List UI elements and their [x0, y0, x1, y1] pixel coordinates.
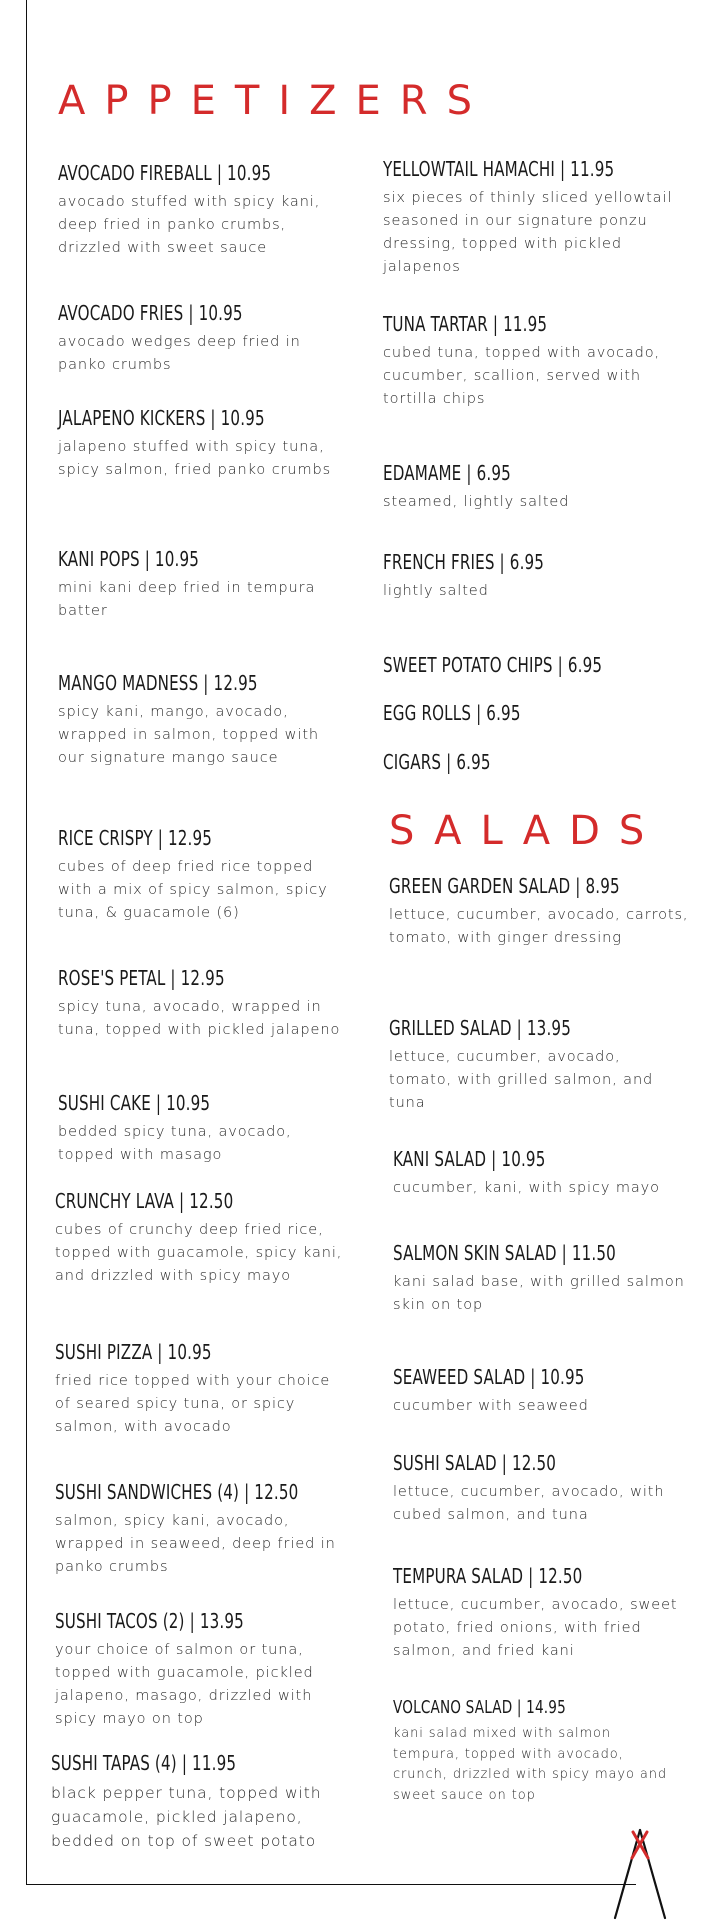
menu-item-description: your choice of salmon or tuna, topped with guacamole, pickled jalapeno, masago, drizzled with spicy mayo on top: [55, 1642, 314, 1727]
menu-item-name: KANI POPS | 10.95: [58, 547, 200, 571]
menu-item: [389, 874, 689, 950]
menu-item: [393, 1241, 693, 1317]
menu-item-description: lettuce, cucumber, avocado, carrots, tomato, with ginger dressing: [389, 907, 689, 946]
menu-item-name: FRENCH FRIES | 6.95: [383, 550, 545, 574]
menu-item-description: six pieces of thinly sliced yellowtail seasoned in our signature ponzu dressing, topped with pickled jalapenos: [383, 190, 673, 275]
menu-item-name: TUNA TARTAR | 11.95: [383, 312, 548, 336]
menu-frame-left-border: [26, 0, 27, 1885]
menu-item: [389, 1016, 689, 1115]
menu-item-description: bedded spicy tuna, avocado, topped with masago: [58, 1124, 292, 1163]
menu-item: [55, 1340, 345, 1439]
menu-item: [393, 1697, 673, 1806]
menu-item: [383, 701, 683, 725]
menu-item: [383, 550, 683, 603]
appetizers-heading: APPETIZERS: [58, 78, 491, 124]
menu-item-name: GREEN GARDEN SALAD | 8.95: [389, 874, 620, 898]
menu-item-name: SUSHI SANDWICHES (4) | 12.50: [55, 1480, 299, 1504]
menu-item-name: MANGO MADNESS | 12.95: [58, 671, 258, 695]
menu-item: [58, 406, 348, 482]
menu-item-description: steamed, lightly salted: [383, 494, 570, 510]
menu-item-description: avocado wedges deep fried in panko crumbs: [58, 334, 301, 373]
menu-item-description: cucumber with seaweed: [393, 1398, 589, 1414]
menu-item-name: SUSHI SALAD | 12.50: [393, 1451, 557, 1475]
menu-item: [58, 161, 348, 260]
menu-item-name: YELLOWTAIL HAMACHI | 11.95: [383, 157, 615, 181]
menu-item: [55, 1189, 345, 1288]
menu-item: [393, 1365, 693, 1418]
menu-item-description: lettuce, cucumber, avocado, sweet potato, fried onions, with fried salmon, and fried kani: [393, 1597, 678, 1659]
menu-item-description: lettuce, cucumber, avocado, with cubed salmon, and tuna: [393, 1484, 665, 1523]
menu-item: [393, 1147, 693, 1200]
menu-item: [393, 1564, 693, 1663]
menu-item: [383, 157, 695, 279]
menu-item-description: lightly salted: [383, 583, 489, 599]
menu-item-name: SUSHI CAKE | 10.95: [58, 1091, 211, 1115]
menu-item-description: kani salad mixed with salmon tempura, topped with avocado, crunch, drizzled with spicy mayo and sweet sauce on top: [393, 1726, 668, 1803]
menu-frame-bottom-border: [26, 1884, 636, 1885]
menu-item-name: AVOCADO FRIES | 10.95: [58, 301, 243, 325]
menu-item-description: jalapeno stuffed with spicy tuna, spicy salmon, fried panko crumbs: [58, 439, 332, 478]
menu-item-description: fried rice topped with your choice of seared spicy tuna, or spicy salmon, with avocado: [55, 1373, 331, 1435]
menu-item-description: avocado stuffed with spicy kani, deep fried in panko crumbs, drizzled with sweet sauce: [58, 194, 321, 256]
menu-item-description: cubes of deep fried rice topped with a mix of spicy salmon, spicy tuna, & guacamole (6): [58, 859, 328, 921]
menu-item-description: lettuce, cucumber, avocado, tomato, with grilled salmon, and tuna: [389, 1049, 654, 1111]
menu-item-description: black pepper tuna, topped with guacamole, pickled jalapeno, bedded on top of sweet potato: [51, 1784, 322, 1850]
menu-item-name: AVOCADO FIREBALL | 10.95: [58, 161, 272, 185]
menu-item-description: spicy tuna, avocado, wrapped in tuna, topped with pickled jalapeno: [58, 999, 341, 1038]
menu-item-description: cucumber, kani, with spicy mayo: [393, 1180, 660, 1196]
menu-item-name: CIGARS | 6.95: [383, 750, 491, 774]
menu-item-name: SUSHI TACOS (2) | 13.95: [55, 1609, 244, 1633]
menu-item-name: GRILLED SALAD | 13.95: [389, 1016, 571, 1040]
menu-item: [58, 826, 348, 925]
menu-item: [58, 671, 348, 770]
menu-item-name: ROSE'S PETAL | 12.95: [58, 966, 225, 990]
menu-item: [55, 1480, 345, 1579]
menu-item-name: KANI SALAD | 10.95: [393, 1147, 546, 1171]
menu-item-description: cubed tuna, topped with avocado, cucumber, scallion, served with tortilla chips: [383, 345, 661, 407]
menu-item-name: SALMON SKIN SALAD | 11.50: [393, 1241, 616, 1265]
menu-item-description: spicy kani, mango, avocado, wrapped in salmon, topped with our signature mango sauce: [58, 704, 320, 766]
menu-item: [58, 301, 348, 377]
menu-item-name: CRUNCHY LAVA | 12.50: [55, 1189, 234, 1213]
menu-item-name: SEAWEED SALAD | 10.95: [393, 1365, 585, 1389]
menu-item-name: EGG ROLLS | 6.95: [383, 701, 521, 725]
menu-item-description: kani salad base, with grilled salmon skin on top: [393, 1274, 685, 1313]
menu-item-name: SWEET POTATO CHIPS | 6.95: [383, 653, 603, 677]
menu-item: [58, 547, 348, 623]
menu-item: [51, 1751, 351, 1853]
menu-item-name: SUSHI PIZZA | 10.95: [55, 1340, 212, 1364]
menu-item-name: TEMPURA SALAD | 12.50: [393, 1564, 583, 1588]
menu-item: [393, 1451, 693, 1527]
menu-item-description: cubes of crunchy deep fried rice, topped with guacamole, spicy kani, and drizzled with spicy mayo: [55, 1222, 343, 1284]
menu-item: [58, 1091, 348, 1167]
menu-item-name: RICE CRISPY | 12.95: [58, 826, 213, 850]
menu-item: [383, 312, 683, 411]
menu-item-name: JALAPENO KICKERS | 10.95: [58, 406, 265, 430]
menu-item-description: mini kani deep fried in tempura batter: [58, 580, 316, 619]
menu-item: [55, 1609, 345, 1731]
menu-item: [58, 966, 348, 1042]
salads-heading: SALADS: [389, 808, 664, 854]
menu-item-name: VOLCANO SALAD | 14.95: [393, 1697, 566, 1718]
menu-item-name: EDAMAME | 6.95: [383, 461, 511, 485]
menu-item: [383, 750, 683, 774]
chopsticks-logo-icon: [612, 1828, 668, 1920]
menu-item: [383, 653, 683, 677]
menu-item-name: SUSHI TAPAS (4) | 11.95: [51, 1751, 237, 1775]
menu-item: [383, 461, 683, 514]
menu-item-description: salmon, spicy kani, avocado, wrapped in seaweed, deep fried in panko crumbs: [55, 1513, 336, 1575]
